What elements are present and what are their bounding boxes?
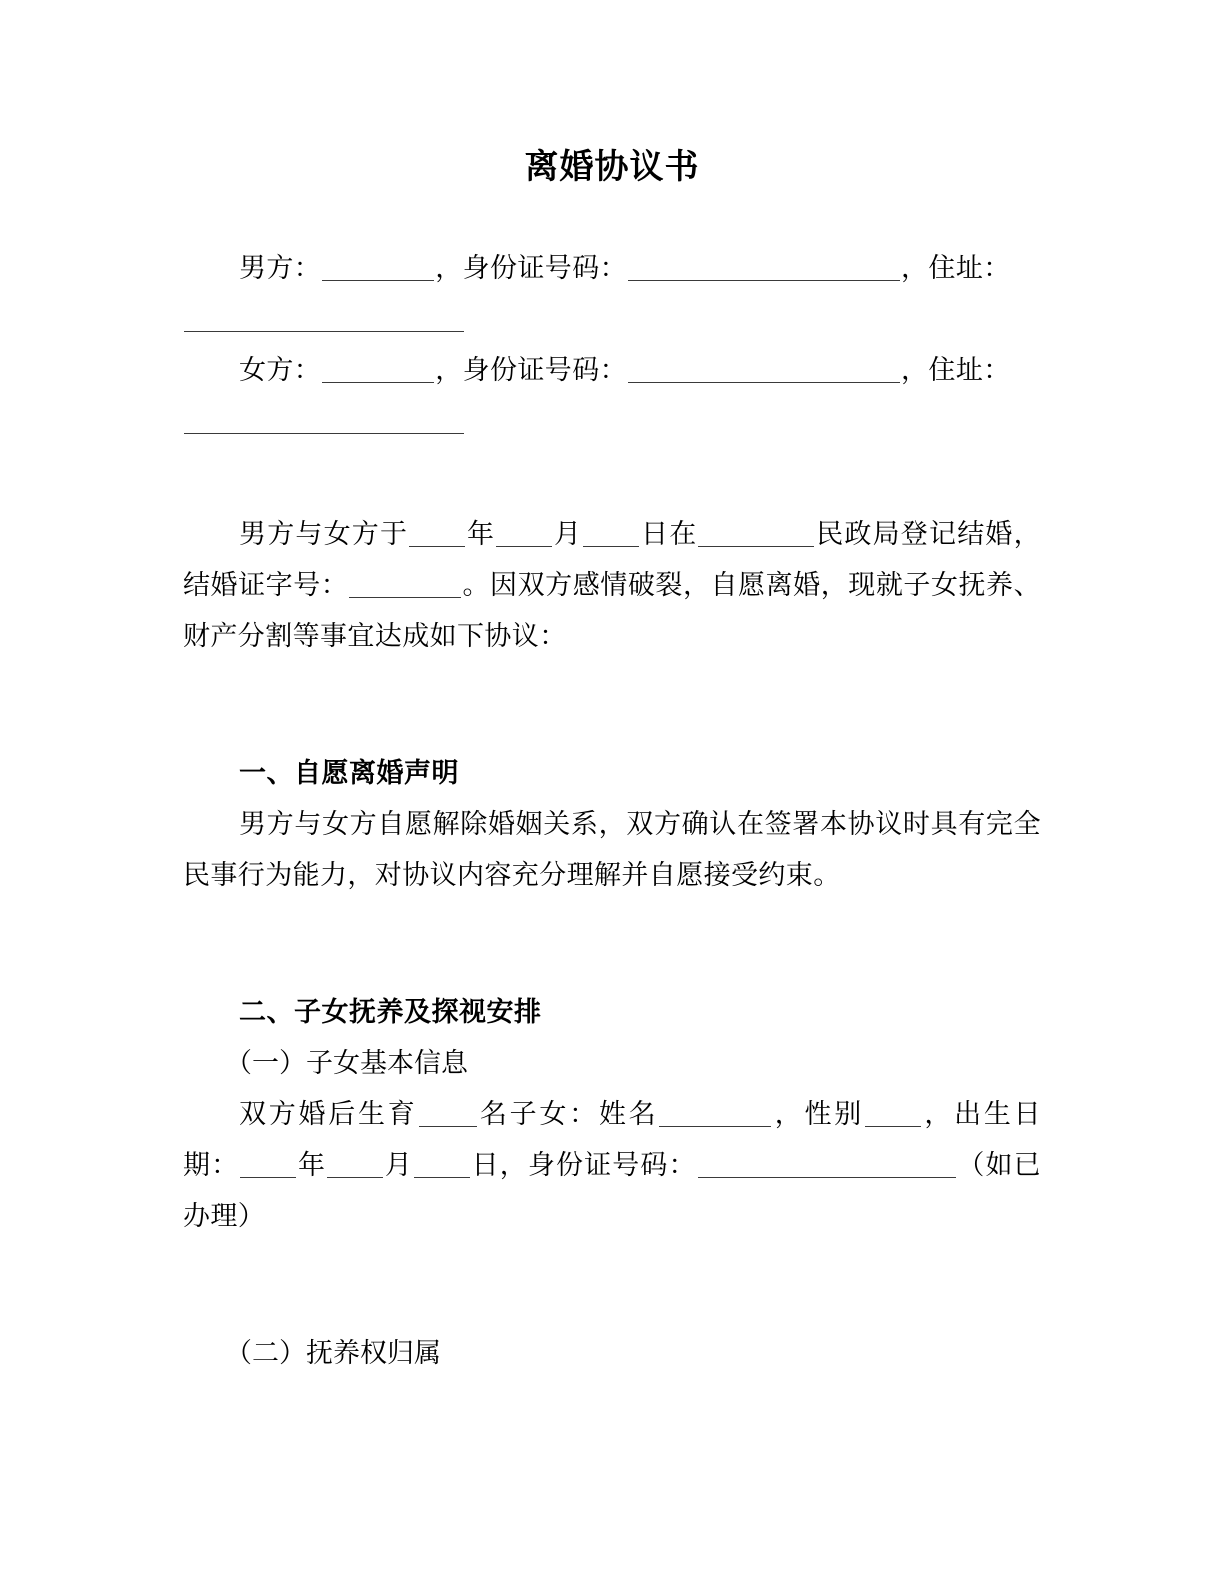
child-name-blank[interactable] (659, 1104, 771, 1127)
marriage-year-blank[interactable] (409, 524, 465, 547)
children-count-prefix: 双方婚后生育 (239, 1098, 418, 1129)
party-female-name-blank[interactable] (322, 360, 434, 383)
party-female-id-label: ，身份证号码： (435, 354, 628, 385)
spacer-after-parties (183, 447, 1041, 509)
party-male-address-label: ，住址： (901, 252, 1011, 283)
marriage-day-unit: 日在 (640, 518, 698, 549)
party-male-line (183, 243, 1041, 294)
child-birth-day-unit: 日，身份证号码： (470, 1149, 697, 1180)
child-id-note: （如已办理） (183, 1149, 1041, 1231)
party-male-role-label: 男方： (239, 252, 322, 283)
marriage-intro-text: 男方与女方于 (239, 518, 409, 549)
children-count-blank[interactable] (419, 1104, 477, 1127)
child-birth-month-unit: 月 (384, 1149, 413, 1180)
marriage-bureau-suffix: 民政局登记结婚，结婚证字号： (183, 518, 1041, 600)
subsection-heading-2-2: （二）抚养权归属 (225, 1337, 441, 1368)
party-male-address-line (183, 294, 1041, 345)
children-basic-info-paragraph (183, 1089, 1041, 1242)
section-heading-two: 二、子女抚养及探视安排 (239, 996, 542, 1027)
child-gender-prefix: ，性别 (772, 1098, 864, 1129)
party-male-name-blank[interactable] (322, 258, 434, 281)
section-one-body: 男方与女方自愿解除婚姻关系，双方确认在签署本协议时具有完全民事行为能力，对协议内容充分理解并自愿接受约束。 (183, 808, 1041, 890)
marriage-tail-text: 。因双方感情破裂，自愿离婚，现就子女抚养、财产分割等事宜达成如下协议： (183, 569, 1041, 651)
marriage-day-blank[interactable] (583, 524, 639, 547)
party-female-address-label: ，住址： (901, 354, 1011, 385)
document-body (183, 243, 1041, 1379)
party-female-id-blank[interactable] (628, 360, 900, 383)
child-id-blank[interactable] (698, 1155, 956, 1178)
marriage-month-unit: 月 (553, 518, 583, 549)
party-female-role-label: 女方： (239, 354, 322, 385)
marriage-certificate-blank[interactable] (349, 575, 461, 598)
party-male-id-blank[interactable] (628, 258, 900, 281)
party-female-address-line (183, 396, 1041, 447)
marriage-registration-paragraph (183, 509, 1041, 662)
party-male-address-blank[interactable] (184, 309, 464, 332)
child-birth-day-blank[interactable] (414, 1155, 470, 1178)
spacer-before-section-one (183, 662, 1041, 748)
spacer-before-section-two (183, 901, 1041, 987)
marriage-bureau-blank[interactable] (698, 524, 814, 547)
marriage-year-unit: 年 (466, 518, 496, 549)
party-female-address-blank[interactable] (184, 411, 464, 434)
party-male-id-label: ，身份证号码： (435, 252, 628, 283)
marriage-month-blank[interactable] (496, 524, 552, 547)
title-spacer (0, 189, 1224, 243)
child-birthdate-prefix: ，出生日期： (183, 1098, 1041, 1180)
child-birth-year-blank[interactable] (240, 1155, 296, 1178)
child-birth-year-unit: 年 (297, 1149, 327, 1180)
party-female-line (183, 345, 1041, 396)
page-title: 离婚协议书 (524, 149, 700, 186)
child-gender-blank[interactable] (865, 1104, 921, 1127)
child-birth-month-blank[interactable] (327, 1155, 383, 1178)
spacer-before-subsection-2-2 (183, 1242, 1041, 1328)
children-name-prefix: 名子女：姓名 (477, 1098, 659, 1129)
section-heading-one: 一、自愿离婚声明 (239, 757, 459, 788)
subsection-heading-2-1: （一）子女基本信息 (225, 1047, 468, 1078)
